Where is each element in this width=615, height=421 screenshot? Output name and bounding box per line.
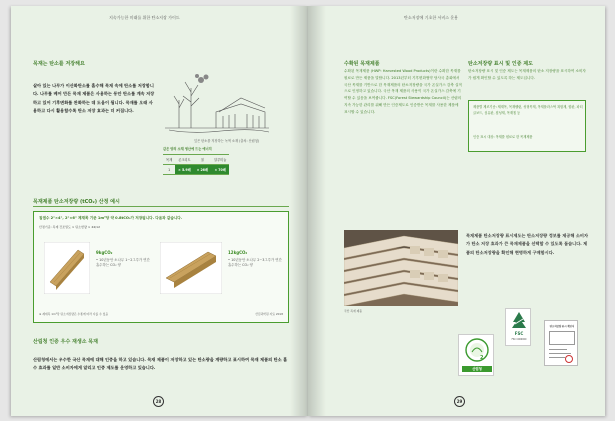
calculation-example-box xyxy=(33,211,289,323)
gutter-shadow xyxy=(308,6,326,416)
left-page xyxy=(11,6,308,416)
item2-desc: • 10년동안 소나무 2~3그루가 연간 흡수하는 CO₂ 양 xyxy=(228,258,282,267)
svg-text:2: 2 xyxy=(480,355,484,361)
table-cell: × 5.9배 xyxy=(175,165,194,175)
table-row xyxy=(163,155,229,165)
forest-service-logo-label: 산림청 xyxy=(462,366,492,372)
table-header-cell: 철 xyxy=(194,155,211,165)
table-header-cell: 목재 xyxy=(163,155,175,165)
fsc-logo-label: FSC xyxy=(514,331,524,336)
energy-comparison-table xyxy=(163,154,229,175)
table-cell: × 70배 xyxy=(211,165,229,175)
labeling-list-box xyxy=(468,100,586,152)
section-title-hwp: 수확된 목재제품 xyxy=(344,61,380,67)
certificate-line xyxy=(549,357,565,358)
table-header-cell: 콘크리트 xyxy=(175,155,194,165)
quote-text: 목재제품 탄소저장량 표시제도는 탄소저장량 정보를 제공해 소비자가 탄소 저장 효과가 큰 목재제품을 선택할 수 있도록 돕습니다. 제품의 탄소저장량을 확인해 현명하게 구매합시다. xyxy=(466,233,589,255)
labeling-list-2: 인증 표시 대상: 목재를 원료로 한 목재제품 xyxy=(473,135,533,139)
section-title-certification: 산림청 인증 우수 재생소 목재 xyxy=(33,339,98,345)
energy-table-title: 같은 양의 소재 생산에 드는 에너지 xyxy=(163,147,212,151)
table-cell: × 26배 xyxy=(194,165,211,175)
certificate-line xyxy=(549,353,571,354)
forest-service-logo xyxy=(458,334,494,376)
fsc-logo-code: FSC C000000 xyxy=(511,338,527,341)
section-body-hwp: 수확된 목재제품 (HWP: Harvested Wood Products)이란 수확한 목재를 원료로 만든 제품을 말합니다. 2013년부터 기후변화협약 당사국 총회에서 국산 목재를 기반으로 한 목재제품의 탄소저장량을 국가 온실가스 감축 실적으로 인정하고 있습니다. 국산 목재 제품의 사용이 국가 온실가스 감축에 기여할 수 있음을 보여줍니다. FSC(Forest Stewardship Council)는 산림의 지속 가능한 관리를 위해 만든 인증제도로 인증받은 목재를 사용한 제품에 표시할 수 있습니다. xyxy=(344,69,462,114)
stacked-lumber-photo xyxy=(344,230,458,306)
page-number-right: 29 xyxy=(454,396,465,407)
certificate-line xyxy=(549,349,567,350)
table-cell: 1 xyxy=(163,165,175,175)
forest-house-illustration xyxy=(161,68,273,138)
calc-intro: 침엽수 2"×4", 2"×6" 제재목 기준 1m³당 약 0.8tCO₂가 저장됩니다. 다음과 같습니다. xyxy=(39,216,183,220)
calc-sub: 산정기준: 목재 건조밀도 × 탄소함량 × 44/12 xyxy=(39,225,100,229)
lumber-plank-large xyxy=(160,242,222,294)
lumber-plank-small xyxy=(44,242,90,294)
certificate-seal xyxy=(565,355,573,363)
section-title-carbon-storage: 목재는 탄소를 저장해요 xyxy=(33,61,85,67)
left-running-header: 지속가능한 미래를 위한 탄소저장 가이드 xyxy=(109,15,180,20)
section-body-labeling: 탄소저장량 표시 및 인증 제도는 목재제품의 탄소 저장량을 표시하여 소비자가 쉽게 확인할 수 있도록 하는 제도입니다. xyxy=(468,69,586,80)
right-running-header: 탄소저장에 기초한 서비스 운용 xyxy=(404,15,459,20)
right-page xyxy=(308,6,605,416)
section-title-calculation: 목재제품 탄소저장량 (tCO₂) 산정 예시 xyxy=(33,199,120,205)
section-body-certification: 산림청에서는 우수한 국산 목재에 대해 인증을 하고 있습니다. 목재 제품이 저장하고 있는 탄소량을 계량하고 표시하여 목재 제품의 탄소 흡수 효과를 일반 소비자에게 알리고 인증 제도를 운영하고 있습니다. xyxy=(33,357,288,371)
page-number-left: 28 xyxy=(153,396,164,407)
table-row xyxy=(163,165,229,175)
certificate-title: 탄소저장량 표시 확인서 xyxy=(549,325,575,328)
item1-desc: • 10년동안 소나무 1~2그루가 연간 흡수하는 CO₂ 양 xyxy=(96,258,150,267)
section-title-labeling: 탄소저장량 표시 및 인증 제도 xyxy=(468,61,533,67)
illustration-caption: 잎은 탄소를 저장하는 녹색 소재 (출처: 산림청) xyxy=(194,139,260,143)
item1-value: 9kgCO₂ xyxy=(96,250,113,255)
labeling-list-1: 제품별 제조기준: 제재목, 목재펠릿, 성형목재, 목재플라스틱 복합재, 합판, 파티클보드, 섬유판, 집성재, 목재칩 등 xyxy=(473,105,583,115)
section-body-carbon-storage: 살아 있는 나무가 이산화탄소를 흡수해 목재 속에 탄소를 저장합니다. 나무를 베어 만든 목재 제품은 사용하는 동안 탄소를 계속 저장하고 있어 기후변화를 완화하는 데 도움이 됩니다. 목재를 오래 사용하고 다시 활용할수록 탄소 저장 효과는 더 커집니다. xyxy=(33,83,155,113)
photo-caption: 국산 목재 제품 xyxy=(344,309,362,313)
gutter-shadow xyxy=(290,6,308,416)
divider xyxy=(33,206,289,207)
calc-note: ※ 제재목 1m³당 탄소저장량은 수종에 따라 다를 수 있음 xyxy=(39,312,109,316)
certificate-table xyxy=(549,331,575,345)
calc-source: 산림과학원 자료 2018 xyxy=(255,312,283,316)
certificate-document xyxy=(544,320,578,366)
item2-value: 12kgCO₂ xyxy=(228,250,248,255)
fsc-logo xyxy=(505,308,531,346)
table-header-cell: 알루미늄 xyxy=(211,155,229,165)
